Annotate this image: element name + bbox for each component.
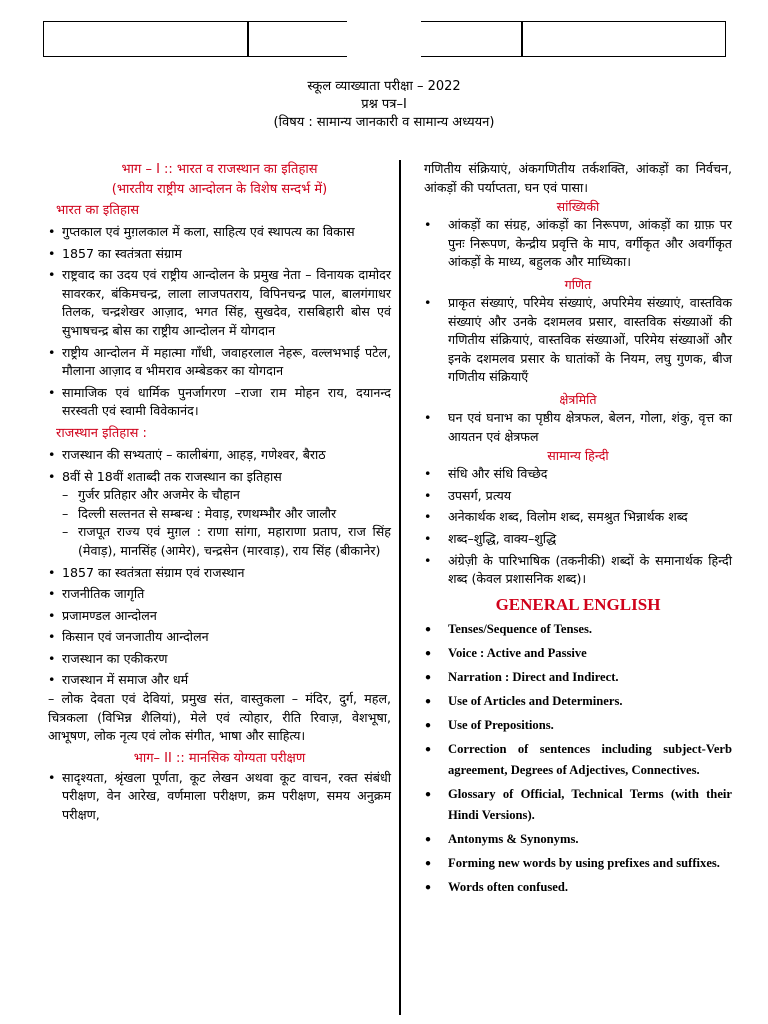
list-item: • उपसर्ग, प्रत्यय: [424, 487, 732, 506]
part1-subtitle: (भारतीय राष्ट्रीय आन्दोलन के विशेष सन्दर्भ में): [111, 182, 328, 197]
paper-title: प्रश्न पत्र–I: [361, 97, 407, 112]
header-box-4: [521, 21, 726, 57]
list-item: • किसान एवं जनजातीय आन्दोलन: [48, 628, 391, 647]
bullet-icon: •: [48, 446, 56, 462]
list-item: • राजस्थान की सभ्यताएं – कालीबंगा, आहड़, गणेश्वर, बैराठ: [48, 446, 391, 465]
india-history-heading: भारत का इतिहास: [56, 203, 140, 218]
bullet-icon: •: [424, 409, 432, 425]
bullet-icon: •: [48, 245, 56, 261]
list-item: • Narration : Direct and Indirect.: [424, 667, 732, 688]
list-item: • घन एवं घनाभ का पृष्ठीय क्षेत्रफल, बेलन, गोला, शंकु, वृत्त का आयतन एवं क्षेत्रफल: [424, 409, 732, 444]
dash-icon: –: [62, 505, 69, 521]
header-box-1: [43, 21, 249, 57]
list-item: • Antonyms & Synonyms.: [424, 829, 732, 850]
header-boxes: [43, 21, 726, 59]
bullet-icon: •: [424, 831, 433, 847]
bullet-icon: •: [424, 879, 433, 895]
header-box-2: [247, 21, 347, 57]
list-item: • राजनीतिक जागृति: [48, 585, 391, 604]
bullet-icon: •: [424, 717, 433, 733]
statistics-heading: सांख्यिकी: [556, 199, 600, 215]
header-box-3: [421, 21, 523, 57]
bullet-icon: •: [48, 607, 56, 623]
exam-title: स्कूल व्याख्याता परीक्षा – 2022: [307, 79, 461, 94]
bullet-icon: •: [424, 786, 433, 802]
mensuration-heading: क्षेत्रमिति: [559, 391, 597, 407]
sub-list-item: – गुर्जर प्रतिहार और अजमेर के चौहान: [48, 486, 391, 505]
list-item: • 1857 का स्वतंत्रता संग्राम एवं राजस्थान: [48, 564, 391, 583]
bullet-icon: •: [424, 669, 433, 685]
list-item: • Glossary of Official, Technical Terms (with their Hindi Versions).: [424, 784, 732, 826]
bullet-icon: •: [424, 294, 432, 310]
list-item: • संधि और संधि विच्छेद: [424, 465, 732, 484]
bullet-icon: •: [48, 468, 56, 484]
bullet-icon: •: [48, 769, 56, 785]
list-item: • प्राकृत संख्याएं, परिमेय संख्याएं, अपरिमेय संख्याएं, वास्तविक संख्याएं और उनके दशमलव प्रसार, वास्तविक संख्याओं की गणितीय संक्रियाएं, वास्तविक संख्याओं, परिमेय संख्याओं और इनके दशमलव प्रसार के घातांकों के नियम, लघु गुणक, बीज गणितीय संक्रियाएँ: [424, 294, 732, 385]
document-header: [0, 78, 768, 132]
bullet-icon: •: [424, 530, 432, 546]
list-item: • Use of Prepositions.: [424, 715, 732, 736]
right-column: [424, 160, 732, 901]
bullet-icon: •: [424, 741, 433, 757]
bullet-icon: •: [424, 487, 432, 503]
sub-list-item: – दिल्ली सल्तनत से सम्बन्ध : मेवाड़, रणथम्भौर और जालौर: [48, 505, 391, 524]
list-item: • गुप्तकाल एवं मुग़लकाल में कला, साहित्य एवं स्थापत्य का विकास: [48, 223, 391, 242]
list-item: • अंग्रेज़ी के पारिभाषिक (तकनीकी) शब्दों के समानार्थक हिन्दी शब्द (केवल प्रशासनिक शब्द)।: [424, 552, 732, 587]
list-item: • राजस्थान का एकीकरण: [48, 650, 391, 669]
dash-icon: –: [62, 487, 69, 503]
bullet-icon: •: [424, 645, 433, 661]
list-item: • राजस्थान में समाज और धर्म: [48, 671, 391, 690]
bullet-icon: •: [48, 267, 56, 283]
left-column: [48, 160, 391, 828]
list-item: • Words often confused.: [424, 877, 732, 898]
rajasthan-history-heading: राजस्थान इतिहास :: [56, 425, 147, 441]
list-item: • राष्ट्रीय आन्दोलन में महात्मा गाँधी, जवाहरलाल नेहरू, वल्लभभाई पटेल, मौलाना आज़ाद व भीमराव अम्बेडकर का योगदान: [48, 344, 391, 379]
rajasthan-culture-paragraph: – लोक देवता एवं देवियां, प्रमुख संत, वास्तुकला – मंदिर, दुर्ग, महल, चित्रकला (विभिन्न शैलियां), मेले एवं त्योहार, रीति रिवाज़, वेशभूषा, आभूषण, लोक नृत्य एवं लोक संगीत, भाषा और साहित्य।: [48, 691, 391, 744]
list-item: • सामाजिक एवं धार्मिक पुनर्जागरण –राजा राम मोहन राय, दयानन्द सरस्वती एवं स्वामी विवेकानंद।: [48, 384, 391, 419]
sub-list-item: – राजपूत राज्य एवं मुग़ल : राणा सांगा, महाराणा प्रताप, राज सिंह (मेवाड़), मानसिंह (आमेर), चन्द्रसेन (मारवाड़), राय सिंह (बीकानेर): [62, 524, 391, 558]
bullet-icon: •: [424, 466, 432, 482]
bullet-icon: •: [424, 621, 433, 637]
bullet-icon: •: [48, 224, 56, 239]
bullet-icon: •: [48, 344, 56, 360]
bullet-icon: •: [48, 650, 56, 666]
bullet-icon: •: [48, 672, 56, 688]
list-item: • 8वीं से 18वीं शताब्दी तक राजस्थान का इतिहास: [48, 468, 391, 487]
mathematics-heading: गणित: [564, 276, 592, 292]
list-item: • राष्ट्रवाद का उदय एवं राष्ट्रीय आन्दोलन के प्रमुख नेता – विनायक दामोदर सावरकर, बंकिमचन्द्र, लाला लाजपतराय, विपिनचन्द्र पाल, बालगंगाधर तिलक, चन्द्रशेखर आज़ाद, भगत सिंह, सुखदेव, रासबिहारी बोस एवं सुभाषचन्द्र बोस का राष्ट्रीय आन्दोलन में योगदान: [48, 267, 391, 338]
list-item: • सादृश्यता, श्रृंखला पूर्णता, कूट लेखन अथवा कूट वाचन, रक्त संबंधी परीक्षण, वेन आरेख, वर्णमाला परीक्षण, क्रम परीक्षण, समय अनुक्रम परीक्षण,: [48, 769, 391, 823]
list-item: • आंकड़ों का संग्रह, आंकड़ों का निरूपण, आंकड़ों का ग्राफ़ पर पुनः निरूपण, केन्द्रीय प्रवृत्ति के माप, वर्गीकृत और अवर्गीकृत आंकड़ों के माध्य, बहुलक और माध्यिका।: [424, 217, 732, 270]
list-item: • Correction of sentences including subject-Verb agreement, Degrees of Adjectives, Connectives.: [424, 739, 732, 781]
bullet-icon: •: [48, 629, 56, 645]
general-hindi-heading: सामान्य हिन्दी: [547, 448, 609, 464]
dash-icon: –: [62, 524, 69, 540]
list-item: • Voice : Active and Passive: [424, 643, 732, 664]
bullet-icon: •: [424, 217, 432, 233]
part2-title: भाग– II :: मानसिक योग्यता परीक्षण: [133, 750, 306, 766]
list-item: • Tenses/Sequence of Tenses.: [424, 619, 732, 640]
list-item: • प्रजामण्डल आन्दोलन: [48, 607, 391, 626]
list-item: • 1857 का स्वतंत्रता संग्राम: [48, 245, 391, 264]
list-item: • Use of Articles and Determiners.: [424, 691, 732, 712]
subject-title: (विषय : सामान्य जानकारी व सामान्य अध्ययन): [273, 115, 495, 130]
continued-text: गणितीय संक्रियाएं, अंकगणितीय तर्कशक्ति, आंकड़ों का निर्वचन, आंकड़ों की पर्याप्तता, घन एवं पासा।: [424, 161, 732, 195]
column-divider: [399, 160, 401, 1015]
bullet-icon: •: [424, 855, 433, 871]
bullet-icon: •: [424, 693, 433, 709]
bullet-icon: •: [48, 564, 56, 580]
bullet-icon: •: [48, 586, 56, 602]
bullet-icon: •: [424, 552, 432, 568]
list-item: • शब्द–शुद्धि, वाक्य–शुद्धि: [424, 530, 732, 549]
bullet-icon: •: [424, 509, 432, 525]
bullet-icon: •: [48, 384, 56, 400]
part1-title: भाग – I :: भारत व राजस्थान का इतिहास: [121, 162, 318, 177]
list-item: • Forming new words by using prefixes and suffixes.: [424, 853, 732, 874]
list-item: • अनेकार्थक शब्द, विलोम शब्द, समश्रुत भिन्नार्थक शब्द: [424, 508, 732, 527]
general-english-heading: GENERAL ENGLISH: [495, 594, 661, 614]
